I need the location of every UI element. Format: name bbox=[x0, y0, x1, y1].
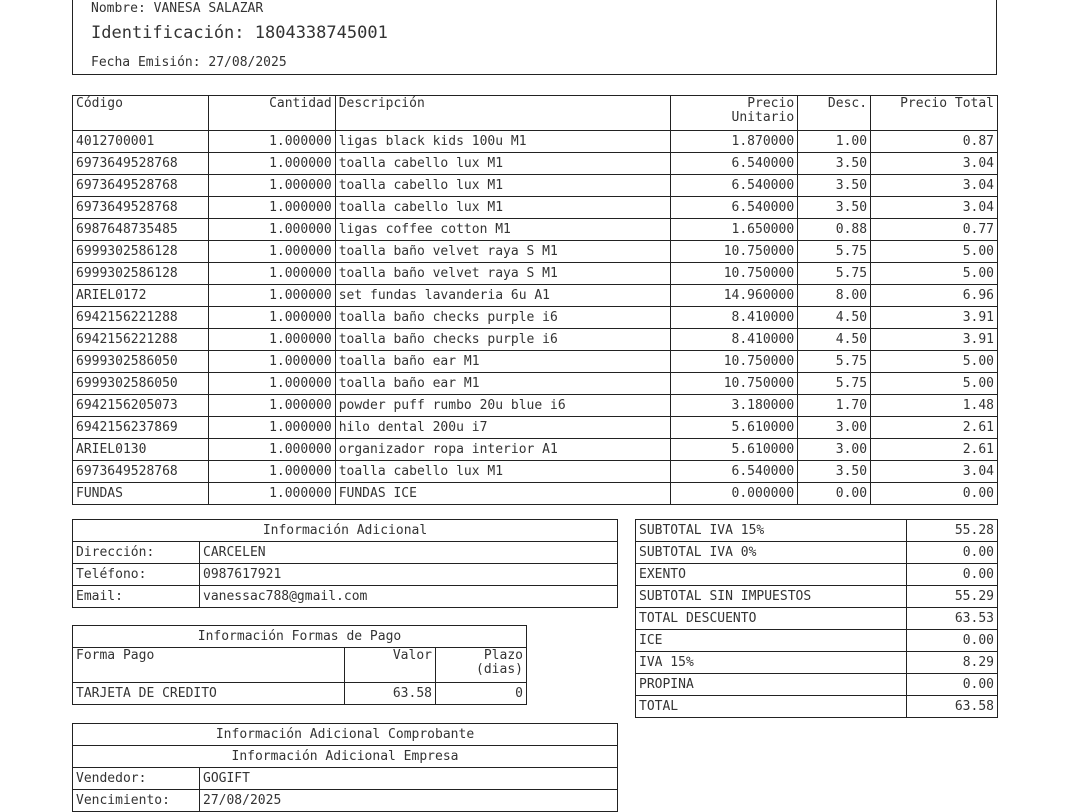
item-code: ARIEL0172 bbox=[73, 285, 209, 307]
item-discount: 4.50 bbox=[798, 307, 871, 329]
item-unit-price: 8.410000 bbox=[671, 307, 798, 329]
item-unit-price: 1.650000 bbox=[671, 219, 798, 241]
item-total: 6.96 bbox=[871, 285, 998, 307]
item-qty: 1.000000 bbox=[208, 307, 335, 329]
total-row bbox=[636, 674, 998, 696]
item-qty: 1.000000 bbox=[208, 285, 335, 307]
item-unit-price: 6.540000 bbox=[671, 197, 798, 219]
item-discount: 4.50 bbox=[798, 329, 871, 351]
item-desc: hilo dental 200u i7 bbox=[335, 417, 671, 439]
item-total: 5.00 bbox=[871, 373, 998, 395]
payment-header-value: Valor bbox=[345, 648, 436, 683]
item-row bbox=[73, 329, 998, 351]
total-row bbox=[636, 564, 998, 586]
item-discount: 5.75 bbox=[798, 373, 871, 395]
item-row bbox=[73, 461, 998, 483]
item-total: 0.87 bbox=[871, 131, 998, 153]
total-row bbox=[636, 520, 998, 542]
item-desc: toalla baño velvet raya S M1 bbox=[335, 263, 671, 285]
item-row bbox=[73, 153, 998, 175]
item-row bbox=[73, 197, 998, 219]
item-code: 6973649528768 bbox=[73, 175, 209, 197]
item-row bbox=[73, 307, 998, 329]
item-row bbox=[73, 417, 998, 439]
item-desc: toalla baño checks purple i6 bbox=[335, 329, 671, 351]
item-code: 6973649528768 bbox=[73, 153, 209, 175]
total-row bbox=[636, 542, 998, 564]
item-unit-price: 5.610000 bbox=[671, 439, 798, 461]
field-label: Dirección: bbox=[73, 542, 200, 564]
item-row bbox=[73, 263, 998, 285]
item-code: 6999302586128 bbox=[73, 263, 209, 285]
item-total: 3.04 bbox=[871, 153, 998, 175]
item-discount: 3.50 bbox=[798, 175, 871, 197]
item-total: 2.61 bbox=[871, 439, 998, 461]
receipt-info-title: Información Adicional Comprobante bbox=[73, 724, 618, 746]
total-value: 0.00 bbox=[907, 674, 998, 696]
item-qty: 1.000000 bbox=[208, 373, 335, 395]
item-total: 0.00 bbox=[871, 483, 998, 505]
payment-value: 63.58 bbox=[345, 683, 436, 705]
item-qty: 1.000000 bbox=[208, 351, 335, 373]
total-value: 55.29 bbox=[907, 586, 998, 608]
item-total: 3.04 bbox=[871, 175, 998, 197]
item-row bbox=[73, 351, 998, 373]
item-row bbox=[73, 285, 998, 307]
item-unit-price: 10.750000 bbox=[671, 373, 798, 395]
total-value: 0.00 bbox=[907, 630, 998, 652]
item-desc: toalla baño checks purple i6 bbox=[335, 307, 671, 329]
total-label: SUBTOTAL IVA 15% bbox=[636, 520, 907, 542]
total-label: SUBTOTAL IVA 0% bbox=[636, 542, 907, 564]
header-code: Código bbox=[73, 96, 209, 131]
item-desc: FUNDAS ICE bbox=[335, 483, 671, 505]
item-discount: 3.00 bbox=[798, 417, 871, 439]
item-unit-price: 14.960000 bbox=[671, 285, 798, 307]
client-name: Nombre: VANESA SALAZAR bbox=[91, 1, 264, 16]
item-total: 5.00 bbox=[871, 263, 998, 285]
item-total: 3.91 bbox=[871, 329, 998, 351]
totals-table bbox=[635, 519, 998, 718]
additional-info-row bbox=[73, 586, 618, 608]
item-desc: toalla cabello lux M1 bbox=[335, 175, 671, 197]
total-row bbox=[636, 696, 998, 718]
field-value: 0987617921 bbox=[200, 564, 618, 586]
additional-info-title: Información Adicional bbox=[73, 520, 618, 542]
total-label: TOTAL bbox=[636, 696, 907, 718]
item-row bbox=[73, 395, 998, 417]
additional-info-row bbox=[73, 542, 618, 564]
item-row bbox=[73, 241, 998, 263]
item-desc: toalla baño ear M1 bbox=[335, 373, 671, 395]
item-total: 3.91 bbox=[871, 307, 998, 329]
item-qty: 1.000000 bbox=[208, 153, 335, 175]
item-unit-price: 3.180000 bbox=[671, 395, 798, 417]
item-total: 1.48 bbox=[871, 395, 998, 417]
receipt-info-table bbox=[72, 723, 618, 812]
item-code: 6942156237869 bbox=[73, 417, 209, 439]
item-unit-price: 1.870000 bbox=[671, 131, 798, 153]
item-unit-price: 0.000000 bbox=[671, 483, 798, 505]
item-discount: 5.75 bbox=[798, 351, 871, 373]
item-unit-price: 10.750000 bbox=[671, 351, 798, 373]
additional-info-table bbox=[72, 519, 618, 608]
item-desc: toalla baño ear M1 bbox=[335, 351, 671, 373]
payment-row bbox=[73, 683, 527, 705]
item-row bbox=[73, 131, 998, 153]
item-code: 6999302586050 bbox=[73, 351, 209, 373]
total-value: 0.00 bbox=[907, 542, 998, 564]
field-value: 27/08/2025 bbox=[200, 790, 618, 812]
item-qty: 1.000000 bbox=[208, 395, 335, 417]
item-total: 3.04 bbox=[871, 197, 998, 219]
total-row bbox=[636, 586, 998, 608]
item-discount: 3.50 bbox=[798, 153, 871, 175]
item-qty: 1.000000 bbox=[208, 219, 335, 241]
item-discount: 0.00 bbox=[798, 483, 871, 505]
item-unit-price: 6.540000 bbox=[671, 175, 798, 197]
item-row bbox=[73, 439, 998, 461]
header-total: Precio Total bbox=[871, 96, 998, 131]
receipt-info-subtitle: Información Adicional Empresa bbox=[73, 746, 618, 768]
item-qty: 1.000000 bbox=[208, 417, 335, 439]
payment-table bbox=[72, 625, 527, 705]
issue-date: Fecha Emisión: 27/08/2025 bbox=[91, 55, 287, 70]
item-total: 2.61 bbox=[871, 417, 998, 439]
items-header-row bbox=[73, 96, 998, 131]
header-unit-price: Precio Unitario bbox=[671, 96, 798, 131]
item-row bbox=[73, 219, 998, 241]
total-value: 63.53 bbox=[907, 608, 998, 630]
payment-header-method: Forma Pago bbox=[73, 648, 345, 683]
total-value: 8.29 bbox=[907, 652, 998, 674]
item-code: 6973649528768 bbox=[73, 461, 209, 483]
item-unit-price: 5.610000 bbox=[671, 417, 798, 439]
header-discount: Desc. bbox=[798, 96, 871, 131]
item-desc: set fundas lavanderia 6u A1 bbox=[335, 285, 671, 307]
item-code: 6973649528768 bbox=[73, 197, 209, 219]
item-desc: toalla cabello lux M1 bbox=[335, 197, 671, 219]
receipt-info-row bbox=[73, 790, 618, 812]
total-row bbox=[636, 630, 998, 652]
payment-term: 0 bbox=[436, 683, 527, 705]
field-label: Vencimiento: bbox=[73, 790, 200, 812]
total-row bbox=[636, 608, 998, 630]
item-discount: 1.00 bbox=[798, 131, 871, 153]
total-row bbox=[636, 652, 998, 674]
item-code: 6942156221288 bbox=[73, 329, 209, 351]
total-value: 0.00 bbox=[907, 564, 998, 586]
item-qty: 1.000000 bbox=[208, 483, 335, 505]
item-code: 4012700001 bbox=[73, 131, 209, 153]
item-code: ARIEL0130 bbox=[73, 439, 209, 461]
item-discount: 3.00 bbox=[798, 439, 871, 461]
field-value: CARCELEN bbox=[200, 542, 618, 564]
field-label: Vendedor: bbox=[73, 768, 200, 790]
item-code: 6942156221288 bbox=[73, 307, 209, 329]
payment-header-term: Plazo (dias) bbox=[436, 648, 527, 683]
item-total: 5.00 bbox=[871, 351, 998, 373]
item-discount: 1.70 bbox=[798, 395, 871, 417]
item-code: 6987648735485 bbox=[73, 219, 209, 241]
field-label: Teléfono: bbox=[73, 564, 200, 586]
item-desc: ligas black kids 100u M1 bbox=[335, 131, 671, 153]
item-total: 5.00 bbox=[871, 241, 998, 263]
item-qty: 1.000000 bbox=[208, 197, 335, 219]
item-desc: toalla baño velvet raya S M1 bbox=[335, 241, 671, 263]
header-qty: Cantidad bbox=[208, 96, 335, 131]
item-unit-price: 6.540000 bbox=[671, 153, 798, 175]
item-row bbox=[73, 483, 998, 505]
item-code: FUNDAS bbox=[73, 483, 209, 505]
item-discount: 3.50 bbox=[798, 461, 871, 483]
item-desc: toalla cabello lux M1 bbox=[335, 461, 671, 483]
field-label: Email: bbox=[73, 586, 200, 608]
item-total: 3.04 bbox=[871, 461, 998, 483]
total-label: TOTAL DESCUENTO bbox=[636, 608, 907, 630]
item-discount: 5.75 bbox=[798, 241, 871, 263]
item-discount: 8.00 bbox=[798, 285, 871, 307]
total-value: 63.58 bbox=[907, 696, 998, 718]
payment-title: Información Formas de Pago bbox=[73, 626, 527, 648]
item-code: 6999302586128 bbox=[73, 241, 209, 263]
item-row bbox=[73, 373, 998, 395]
header-desc: Descripción bbox=[335, 96, 671, 131]
client-id: Identificación: 1804338745001 bbox=[91, 23, 388, 43]
field-value: vanessac788@gmail.com bbox=[200, 586, 618, 608]
item-desc: organizador ropa interior A1 bbox=[335, 439, 671, 461]
item-discount: 3.50 bbox=[798, 197, 871, 219]
item-unit-price: 10.750000 bbox=[671, 263, 798, 285]
item-discount: 0.88 bbox=[798, 219, 871, 241]
item-qty: 1.000000 bbox=[208, 439, 335, 461]
item-qty: 1.000000 bbox=[208, 131, 335, 153]
item-desc: powder puff rumbo 20u blue i6 bbox=[335, 395, 671, 417]
item-code: 6942156205073 bbox=[73, 395, 209, 417]
item-unit-price: 8.410000 bbox=[671, 329, 798, 351]
total-value: 55.28 bbox=[907, 520, 998, 542]
receipt-info-row bbox=[73, 768, 618, 790]
payment-method: TARJETA DE CREDITO bbox=[73, 683, 345, 705]
total-label: SUBTOTAL SIN IMPUESTOS bbox=[636, 586, 907, 608]
client-info-box bbox=[72, 0, 997, 75]
item-qty: 1.000000 bbox=[208, 175, 335, 197]
additional-info-row bbox=[73, 564, 618, 586]
item-total: 0.77 bbox=[871, 219, 998, 241]
item-desc: ligas coffee cotton M1 bbox=[335, 219, 671, 241]
item-unit-price: 10.750000 bbox=[671, 241, 798, 263]
total-label: EXENTO bbox=[636, 564, 907, 586]
item-code: 6999302586050 bbox=[73, 373, 209, 395]
item-discount: 5.75 bbox=[798, 263, 871, 285]
item-row bbox=[73, 175, 998, 197]
item-qty: 1.000000 bbox=[208, 263, 335, 285]
total-label: ICE bbox=[636, 630, 907, 652]
item-qty: 1.000000 bbox=[208, 461, 335, 483]
item-unit-price: 6.540000 bbox=[671, 461, 798, 483]
item-qty: 1.000000 bbox=[208, 329, 335, 351]
field-value: GOGIFT bbox=[200, 768, 618, 790]
total-label: IVA 15% bbox=[636, 652, 907, 674]
total-label: PROPINA bbox=[636, 674, 907, 696]
item-qty: 1.000000 bbox=[208, 241, 335, 263]
items-table bbox=[72, 95, 998, 505]
item-desc: toalla cabello lux M1 bbox=[335, 153, 671, 175]
